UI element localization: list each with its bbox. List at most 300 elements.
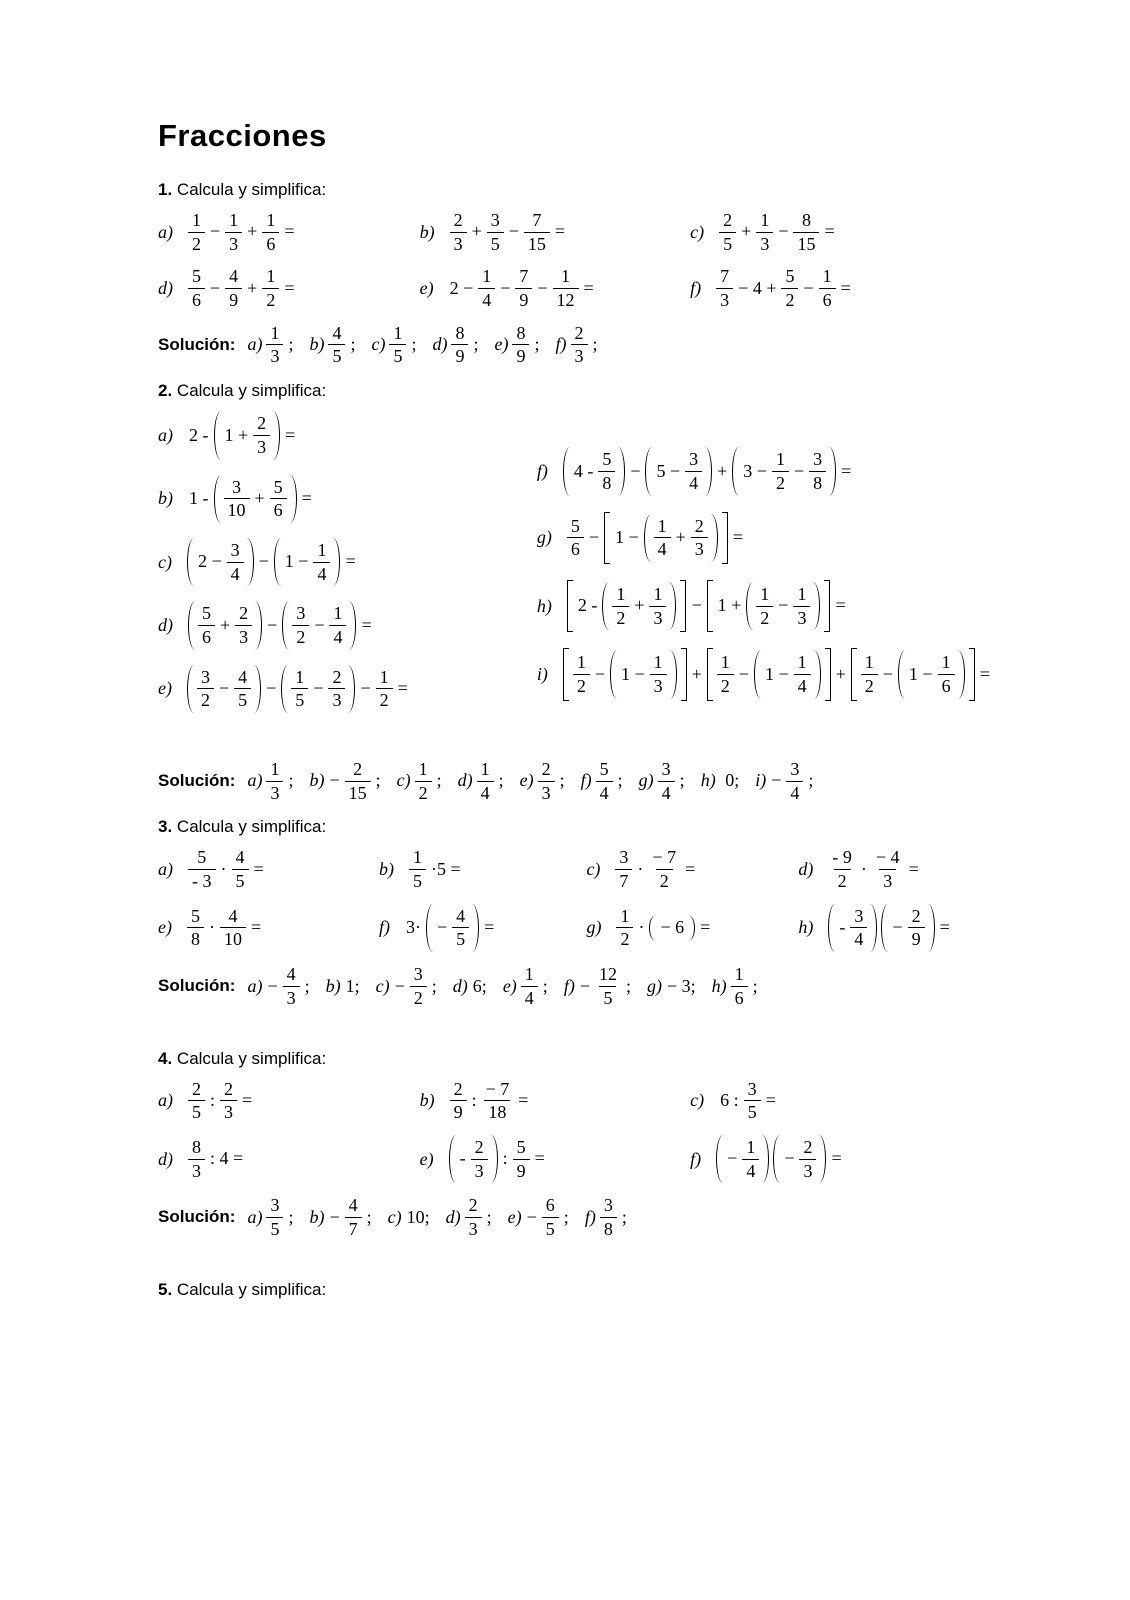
fraction xyxy=(471,1137,488,1181)
exercise-item xyxy=(158,538,537,586)
math-text: − xyxy=(266,678,277,699)
denominator: 3 xyxy=(235,625,252,648)
exercise-section xyxy=(158,1280,1060,1300)
denominator: - 3 xyxy=(188,869,216,892)
denominator: 3 xyxy=(756,232,773,255)
fraction xyxy=(253,413,270,457)
solution-label: Solución: xyxy=(158,976,236,996)
denominator: 3 xyxy=(253,435,270,458)
group-content xyxy=(617,650,670,698)
math-text: 2 - xyxy=(577,595,598,616)
numerator: 1 xyxy=(797,583,807,604)
left-paren-icon xyxy=(214,411,221,459)
numerator: − 7 xyxy=(485,1078,510,1099)
left-bracket-icon xyxy=(707,580,713,632)
fraction xyxy=(615,847,632,891)
right-paren-icon xyxy=(254,665,261,713)
fraction xyxy=(329,603,346,647)
fraction xyxy=(313,540,330,584)
item-expression xyxy=(447,266,597,310)
denominator: 4 xyxy=(786,781,803,804)
item-ref-label: e) xyxy=(507,1206,522,1227)
numerator: 5 xyxy=(192,266,201,287)
group-content xyxy=(714,648,824,700)
numerator: 2 xyxy=(574,322,584,343)
denominator: 9 xyxy=(225,288,242,311)
group-content xyxy=(723,1135,762,1183)
right-paren-icon xyxy=(255,601,262,649)
math-text: ; xyxy=(563,1206,578,1227)
item-expression xyxy=(614,906,713,950)
left-paren-icon xyxy=(881,904,888,952)
denominator: 3 xyxy=(571,344,588,367)
fraction xyxy=(756,584,773,628)
numerator: 5 xyxy=(202,603,211,624)
denominator: 6 xyxy=(819,288,836,311)
item-label: e) xyxy=(419,278,434,299)
fraction xyxy=(744,1079,761,1123)
math-text: 3· xyxy=(405,917,421,938)
math-text: 1 − xyxy=(284,551,309,572)
exercise-item xyxy=(420,210,691,254)
fraction xyxy=(872,847,904,891)
numerator: 1 xyxy=(616,583,626,604)
math-text: = xyxy=(939,917,950,938)
fraction xyxy=(328,667,345,711)
left-paren-icon xyxy=(649,915,656,941)
denominator: 12 xyxy=(553,288,579,311)
left-paren-icon xyxy=(214,475,221,523)
item-label: f) xyxy=(690,1148,702,1169)
denominator: 6 xyxy=(270,498,287,521)
denominator: 3 xyxy=(879,869,896,892)
group-content xyxy=(433,904,472,952)
fraction xyxy=(450,1079,467,1123)
exercise-heading-text: Calcula y simplifica: xyxy=(172,1048,327,1068)
exercise-item xyxy=(420,1079,691,1123)
fraction xyxy=(477,759,494,803)
right-paren-icon xyxy=(688,915,695,941)
math-text: = xyxy=(284,221,295,242)
numerator: 4 xyxy=(286,964,296,985)
math-text: − xyxy=(579,975,590,996)
bracket-group xyxy=(567,580,687,632)
denominator: 5 xyxy=(452,927,469,950)
math-text: − xyxy=(210,277,221,298)
item-ref-label: d) xyxy=(445,1206,461,1227)
item-ref-label: g) xyxy=(638,770,654,791)
math-text: = xyxy=(484,917,495,938)
item-ref-label: f) xyxy=(555,334,567,355)
fraction xyxy=(513,1137,530,1181)
math-text: 10; xyxy=(406,1206,439,1227)
left-paren-icon xyxy=(732,447,739,495)
math-text: − xyxy=(537,277,548,298)
denominator: 4 xyxy=(658,781,675,804)
right-paren-icon xyxy=(813,582,820,630)
item-ref-label: c) xyxy=(375,975,390,996)
numerator: 3 xyxy=(603,1195,613,1216)
paren-group xyxy=(732,447,836,495)
numerator: 3 xyxy=(413,964,423,985)
right-paren-icon xyxy=(349,601,356,649)
math-text: = xyxy=(908,858,919,879)
exercise-item xyxy=(690,266,1060,310)
items-column-right xyxy=(537,411,1060,713)
denominator: 5 xyxy=(232,869,249,892)
exercise-item xyxy=(158,411,537,459)
numerator: 1 xyxy=(775,449,785,470)
denominator: 4 xyxy=(521,986,538,1009)
numerator: 2 xyxy=(694,515,704,536)
item-label: d) xyxy=(158,614,173,635)
item-expression xyxy=(186,411,298,459)
exercises-container xyxy=(158,180,1060,1300)
exercise-items xyxy=(158,847,1060,952)
exercise-item xyxy=(537,648,1060,700)
item-expression xyxy=(185,906,264,950)
fraction xyxy=(573,652,590,696)
math-text: − xyxy=(508,221,519,242)
fraction xyxy=(450,210,467,254)
paren-group xyxy=(214,411,281,459)
exercise-item xyxy=(158,601,537,649)
right-bracket-icon xyxy=(824,580,830,632)
denominator: 2 xyxy=(861,674,878,697)
left-paren-icon xyxy=(426,904,433,952)
item-label: a) xyxy=(158,1090,173,1111)
item-ref-label: e) xyxy=(494,334,509,355)
math-text: - xyxy=(459,1148,466,1169)
denominator: 4 xyxy=(685,471,702,494)
group-content xyxy=(714,580,824,632)
numerator: 2 xyxy=(468,1195,478,1216)
group-content xyxy=(739,447,829,495)
denominator: 4 xyxy=(596,781,613,804)
fraction xyxy=(220,1079,237,1123)
math-text: − xyxy=(394,975,405,996)
math-text: − 3; xyxy=(666,975,705,996)
denominator: 2 xyxy=(410,986,427,1009)
fraction xyxy=(567,516,584,560)
math-text: − xyxy=(500,277,511,298)
math-text: = xyxy=(242,1089,253,1110)
math-text: 6; xyxy=(472,975,496,996)
numerator: 3 xyxy=(661,759,671,779)
math-text: 4 - xyxy=(573,460,594,481)
item-ref-label: a) xyxy=(247,975,263,996)
numerator: 1 xyxy=(561,266,571,287)
fraction xyxy=(328,323,345,367)
math-text: = xyxy=(700,917,711,938)
denominator: 9 xyxy=(513,1159,530,1182)
left-paren-icon xyxy=(563,447,570,495)
denominator: 3 xyxy=(465,1217,482,1240)
math-text: = xyxy=(250,917,262,938)
item-expression xyxy=(185,665,411,713)
left-bracket-icon xyxy=(604,512,610,564)
item-label: b) xyxy=(378,859,394,880)
denominator: 9 xyxy=(515,288,532,311)
exercise-number: 4. xyxy=(158,1048,173,1068)
denominator: 4 xyxy=(477,781,494,804)
math-text: + xyxy=(741,221,752,242)
item-expression xyxy=(613,847,698,891)
denominator: 15 xyxy=(793,232,819,255)
numerator: 1 xyxy=(941,652,951,673)
bracket-group xyxy=(707,648,831,700)
numerator: 4 xyxy=(456,905,466,926)
fraction xyxy=(616,906,633,950)
math-text: ; xyxy=(498,770,513,791)
math-text: − xyxy=(771,770,782,791)
item-label: d) xyxy=(158,1148,173,1169)
math-text: − xyxy=(892,917,903,938)
math-text: = xyxy=(253,858,264,879)
paren-group xyxy=(187,538,254,586)
item-expression xyxy=(186,1079,255,1123)
solution-line xyxy=(158,1195,1060,1239)
denominator: 5 xyxy=(188,1100,205,1123)
math-text: ; xyxy=(752,975,758,996)
numerator: 2 xyxy=(911,905,921,926)
denominator: 3 xyxy=(799,1159,816,1182)
fraction xyxy=(691,516,708,560)
exercise-item xyxy=(158,210,420,254)
paren-group xyxy=(746,582,820,630)
fraction xyxy=(571,323,588,367)
group-content xyxy=(570,447,619,495)
fraction xyxy=(198,603,215,647)
exercise-item xyxy=(420,1135,691,1183)
fraction xyxy=(908,906,925,950)
denominator: 4 xyxy=(742,1159,759,1182)
numerator: − 4 xyxy=(875,847,900,868)
item-expression xyxy=(403,904,497,952)
math-text: · xyxy=(637,858,644,879)
math-text: − xyxy=(210,221,221,242)
numerator: 5 xyxy=(197,847,207,868)
item-ref-label: a) xyxy=(247,1206,263,1227)
numerator: 1 xyxy=(333,603,343,624)
denominator: 5 xyxy=(599,986,616,1009)
numerator: 3 xyxy=(689,449,699,470)
math-text: 1 − xyxy=(620,663,645,684)
math-text: · xyxy=(208,917,215,938)
fraction xyxy=(188,266,205,310)
item-label: b) xyxy=(419,221,435,242)
paren-group xyxy=(828,904,877,952)
fraction xyxy=(658,759,675,803)
numerator: 4 xyxy=(348,1195,358,1216)
fraction xyxy=(598,449,615,493)
denominator: 4 xyxy=(329,625,346,648)
math-text: ; xyxy=(431,975,446,996)
left-paren-icon xyxy=(187,538,194,586)
numerator: 8 xyxy=(455,322,465,343)
item-ref-label: f) xyxy=(563,975,575,996)
numerator: 4 xyxy=(229,266,239,287)
math-text: ·5 = xyxy=(430,858,461,879)
numerator: 4 xyxy=(332,322,342,343)
exercise-item xyxy=(586,847,798,891)
denominator: 2 xyxy=(376,688,393,711)
math-text: − xyxy=(738,663,749,684)
left-bracket-icon xyxy=(851,648,857,700)
group-content xyxy=(288,665,348,713)
math-text: ; xyxy=(679,770,694,791)
right-bracket-icon xyxy=(969,648,975,700)
item-label: e) xyxy=(419,1148,434,1169)
math-text: − xyxy=(793,460,805,481)
left-paren-icon xyxy=(602,582,609,630)
math-text: + xyxy=(717,460,728,481)
denominator: 3 xyxy=(220,1100,237,1123)
item-ref-label: f) xyxy=(580,770,592,791)
numerator: 1 xyxy=(653,652,663,673)
paren-group xyxy=(602,582,676,630)
left-paren-icon xyxy=(187,665,194,713)
denominator: 8 xyxy=(600,1217,617,1240)
math-text: − xyxy=(436,917,448,938)
group-content xyxy=(574,580,680,632)
item-expression xyxy=(186,210,297,254)
math-text: · xyxy=(638,917,645,938)
math-text: · xyxy=(220,858,227,879)
math-text: = xyxy=(285,424,296,445)
fraction xyxy=(828,847,856,891)
denominator: 4 xyxy=(654,537,671,560)
item-expression xyxy=(448,210,568,254)
item-ref-label: g) xyxy=(646,975,662,996)
denominator: 2 xyxy=(772,471,789,494)
solution-line xyxy=(158,323,1060,367)
math-text: ; xyxy=(288,1206,303,1227)
denominator: 5 xyxy=(291,688,308,711)
numerator: 2 xyxy=(453,1078,463,1099)
fraction xyxy=(717,652,734,696)
numerator: 1 xyxy=(229,210,239,230)
fraction xyxy=(389,323,406,367)
math-text: = xyxy=(831,1148,842,1169)
math-text: + xyxy=(691,663,702,684)
denominator: 2 xyxy=(262,288,279,311)
math-text: − 4 + xyxy=(738,277,777,298)
math-text: = xyxy=(534,1148,545,1169)
numerator: 3 xyxy=(747,1078,757,1099)
fraction xyxy=(685,449,702,493)
bracket-group xyxy=(707,580,831,632)
fraction xyxy=(596,759,613,803)
exercise-item xyxy=(158,665,537,713)
solution-expression xyxy=(243,323,600,367)
math-text: 2 − xyxy=(197,551,222,572)
math-text: − xyxy=(630,460,641,481)
right-paren-icon xyxy=(705,447,712,495)
item-expression xyxy=(826,904,952,952)
numerator: 5 xyxy=(273,476,283,497)
group-content xyxy=(221,411,274,459)
right-paren-icon xyxy=(670,650,677,698)
item-ref-label: d) xyxy=(432,334,448,355)
numerator: 1 xyxy=(379,666,389,687)
exercise-section xyxy=(158,1049,1060,1240)
denominator: 6 xyxy=(188,288,205,311)
group-content xyxy=(194,538,247,586)
right-paren-icon xyxy=(273,411,280,459)
fraction xyxy=(793,584,810,628)
math-text: − xyxy=(526,1206,537,1227)
solution-line xyxy=(158,759,1060,803)
item-expression xyxy=(186,847,267,891)
fraction xyxy=(521,964,538,1008)
group-content xyxy=(289,601,349,649)
numerator: 1 xyxy=(822,266,832,287)
exercise-item xyxy=(537,580,1060,632)
exercise-items xyxy=(158,210,1060,311)
math-text: : 4 = xyxy=(210,1148,244,1169)
right-paren-icon xyxy=(290,475,297,523)
denominator: 4 xyxy=(313,562,330,585)
denominator: 5 xyxy=(328,344,345,367)
exercise-item xyxy=(158,475,537,523)
paren-group xyxy=(274,538,341,586)
fraction xyxy=(819,266,836,310)
paren-group xyxy=(898,650,965,698)
left-paren-icon xyxy=(282,601,289,649)
fraction xyxy=(809,449,826,493)
numerator: 1 xyxy=(760,210,770,230)
math-text: − 6 xyxy=(660,917,685,938)
fraction xyxy=(234,667,251,711)
denominator: 4 xyxy=(227,562,244,585)
math-text: − xyxy=(588,526,599,547)
right-paren-icon xyxy=(711,514,718,562)
item-ref-label: d) xyxy=(457,770,473,791)
numerator: 6 xyxy=(545,1195,555,1216)
fraction xyxy=(232,847,249,891)
numerator: 3 xyxy=(854,905,864,926)
exercise-item xyxy=(158,906,379,950)
numerator: 3 xyxy=(813,449,823,470)
math-text: ; xyxy=(288,334,303,355)
numerator: 2 xyxy=(453,210,463,230)
fraction xyxy=(542,1195,559,1239)
fraction xyxy=(731,964,748,1008)
exercise-item xyxy=(537,447,1060,495)
solution-label: Solución: xyxy=(158,1207,236,1227)
left-paren-icon xyxy=(644,514,651,562)
fraction xyxy=(465,1195,482,1239)
math-text: − xyxy=(267,975,278,996)
numerator: 1 xyxy=(576,652,586,673)
math-text: = xyxy=(554,221,566,242)
item-ref-label: b) xyxy=(309,770,325,791)
math-text: − xyxy=(727,1148,738,1169)
exercise-items xyxy=(158,1079,1060,1184)
denominator: 3 xyxy=(650,674,667,697)
denominator: 5 xyxy=(389,344,406,367)
fraction xyxy=(756,210,773,254)
item-expression xyxy=(714,266,854,310)
item-label: e) xyxy=(158,917,172,938)
denominator: 6 xyxy=(567,537,584,560)
fraction xyxy=(612,584,629,628)
denominator: 3 xyxy=(471,1159,488,1182)
exercise-heading xyxy=(158,817,1060,837)
item-ref-label: b) xyxy=(309,1206,325,1227)
item-ref-label: b) xyxy=(325,975,341,996)
